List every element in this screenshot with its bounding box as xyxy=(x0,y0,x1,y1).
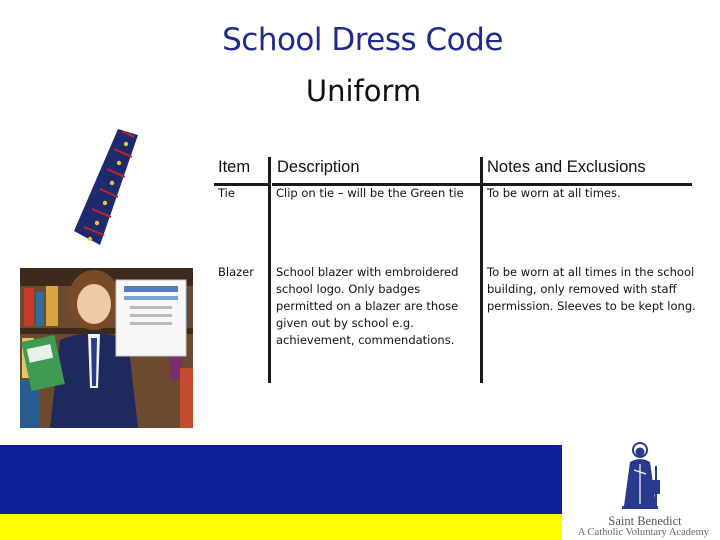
column-divider xyxy=(268,157,271,383)
footer-blue-bar xyxy=(0,445,562,514)
row-tie-item: Tie xyxy=(218,186,235,200)
row-blazer-description: School blazer with embroidered school logo. Only badges permitted on a blazer are those given out by school e.g. achievement, commendations. xyxy=(276,265,459,347)
footer-yellow-bar xyxy=(0,514,562,540)
row-tie-description: Clip on tie – will be the Green tie xyxy=(276,186,464,200)
page-title: School Dress Code xyxy=(222,22,503,58)
logo-name: Saint Benedict xyxy=(608,514,682,528)
column-header-item: Item xyxy=(218,158,251,176)
row-blazer-notes: To be worn at all times in the school building, only removed with staff permission. Sleeves to be kept long. xyxy=(487,265,696,313)
student-photo xyxy=(20,268,193,428)
tie-image xyxy=(66,127,146,247)
column-header-notes: Notes and Exclusions xyxy=(487,158,646,176)
row-tie-notes: To be worn at all times. xyxy=(487,186,621,200)
row-blazer-item: Blazer xyxy=(218,265,254,279)
logo-subtitle: A Catholic Voluntary Academy xyxy=(577,527,710,538)
column-header-description: Description xyxy=(277,158,360,176)
page-subtitle: Uniform xyxy=(305,74,422,108)
column-divider xyxy=(480,157,483,383)
saint-benedict-logo-icon xyxy=(600,440,680,512)
